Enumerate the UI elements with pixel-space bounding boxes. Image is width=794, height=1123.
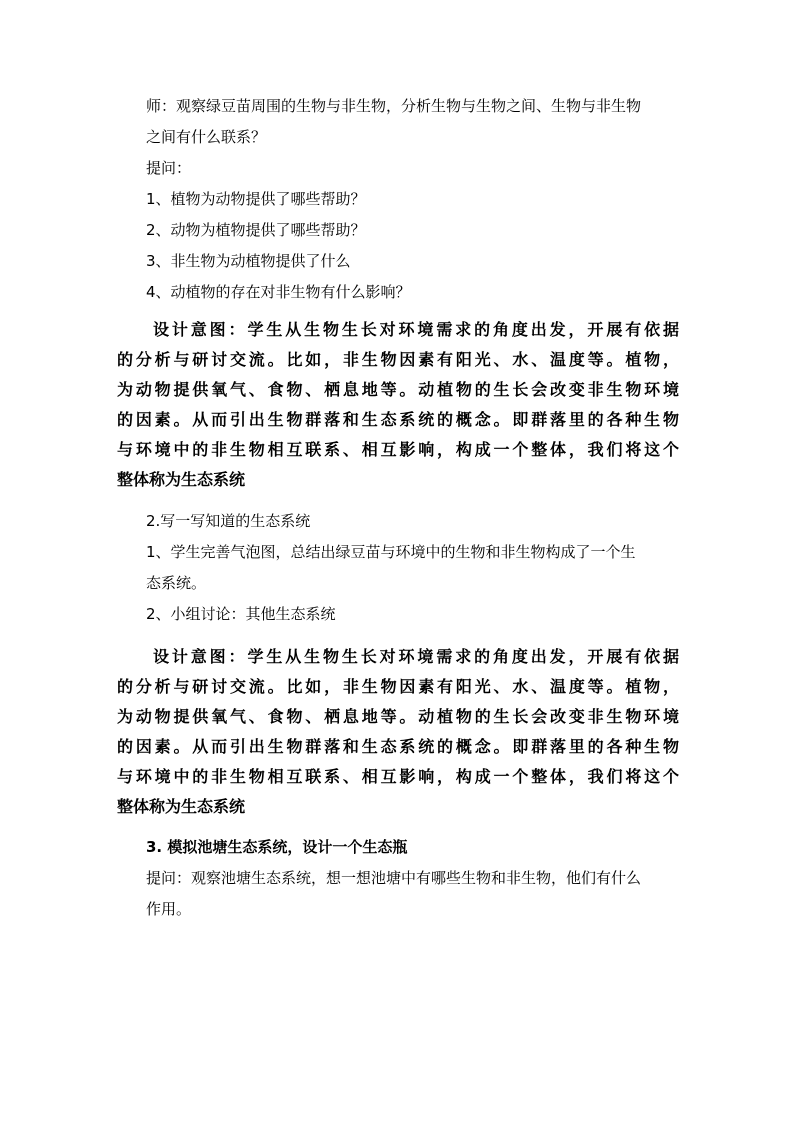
pond-question-line-2: 作用。 <box>146 900 192 918</box>
activity-item-line-2: 态系统。 <box>146 574 207 592</box>
design-intent-line: 与环境中的非生物相互联系、相互影响，构成一个整体，我们将这个 <box>117 440 679 459</box>
teacher-question-section <box>146 91 678 308</box>
design-intent-line: 设计意图：学生从生物生长对环境需求的角度出发，开展有依据 <box>153 320 679 339</box>
design-intent-line: 整体称为生态系统 <box>117 797 246 816</box>
section-heading: 2.写一写知道的生态系统 <box>146 512 311 530</box>
ecosystem-writing-section <box>146 506 678 630</box>
activity-item: 2、小组讨论：其他生态系统 <box>146 605 336 623</box>
design-intent-line: 的因素。从而引出生物群落和生态系统的概念。即群落里的各种生物 <box>117 737 679 756</box>
design-intent-line: 的因素。从而引出生物群落和生态系统的概念。即群落里的各种生物 <box>117 410 679 429</box>
design-intent-paragraph-1 <box>117 315 679 495</box>
question-label: 提问： <box>146 159 192 177</box>
teacher-prompt-line-1: 师：观察绿豆苗周围的生物与非生物，分析生物与生物之间、生物与非生物 <box>146 97 642 115</box>
question-item: 1、植物为动物提供了哪些帮助？ <box>146 190 366 208</box>
design-intent-line: 的分析与研讨交流。比如，非生物因素有阳光、水、温度等。植物， <box>117 350 679 369</box>
question-item: 4、动植物的存在对非生物有什么影响？ <box>146 283 411 301</box>
design-intent-paragraph-2 <box>117 642 679 822</box>
section-heading: 3. 模拟池塘生态系统，设计一个生态瓶 <box>146 838 408 856</box>
question-item: 2、动物为植物提供了哪些帮助？ <box>146 221 366 239</box>
design-intent-line: 的分析与研讨交流。比如，非生物因素有阳光、水、温度等。植物， <box>117 677 679 696</box>
design-intent-line: 为动物提供氧气、食物、栖息地等。动植物的生长会改变非生物环境 <box>117 380 679 399</box>
design-intent-line: 整体称为生态系统 <box>117 470 246 489</box>
pond-ecosystem-section <box>146 832 678 925</box>
teacher-prompt-line-2: 之间有什么联系？ <box>146 128 267 146</box>
design-intent-line: 与环境中的非生物相互联系、相互影响，构成一个整体，我们将这个 <box>117 767 679 786</box>
pond-question-line-1: 提问：观察池塘生态系统，想一想池塘中有哪些生物和非生物，他们有什么 <box>146 869 642 887</box>
activity-item-line-1: 1、学生完善气泡图，总结出绿豆苗与环境中的生物和非生物构成了一个生 <box>146 543 636 561</box>
question-item: 3、非生物为动植物提供了什么 <box>146 252 351 270</box>
design-intent-line: 为动物提供氧气、食物、栖息地等。动植物的生长会改变非生物环境 <box>117 707 679 726</box>
design-intent-line: 设计意图：学生从生物生长对环境需求的角度出发，开展有依据 <box>153 647 679 666</box>
